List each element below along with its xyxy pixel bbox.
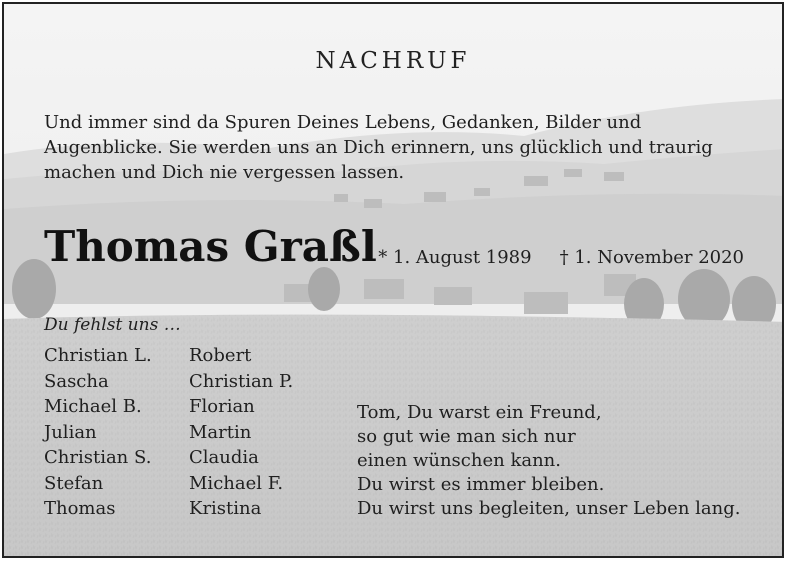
poem-line: Tom, Du warst ein Freund, — [357, 402, 602, 423]
poem — [357, 401, 740, 521]
mourner-name: Robert — [189, 345, 252, 366]
deceased-name: Thomas Graßl — [44, 222, 377, 271]
mourners-column-2 — [189, 343, 293, 522]
mourners-column-1 — [44, 343, 152, 522]
mourner-name: Michael B. — [44, 396, 142, 417]
mourner-name: Michael F. — [189, 472, 284, 494]
missed-label: Du fehlst uns … — [44, 315, 181, 335]
mourner-name: Stefan — [44, 472, 104, 494]
mourner-name: Julian — [44, 421, 97, 443]
mourner-name: Thomas — [44, 498, 116, 519]
mourner-name: Sascha — [44, 370, 109, 392]
poem-line: Du wirst es immer bleiben. — [357, 474, 605, 495]
poem-line: Du wirst uns begleiten, unser Leben lang. — [357, 498, 741, 519]
life-dates — [378, 247, 744, 268]
obituary-content — [4, 4, 782, 556]
mourner-name: Martin — [189, 421, 252, 443]
mourner-name: Florian — [189, 396, 255, 417]
death-date: † 1. November 2020 — [559, 247, 744, 268]
poem-line: einen wünschen kann. — [357, 450, 561, 471]
mourner-name: Christian S. — [44, 447, 152, 468]
mourner-name: Christian L. — [44, 345, 152, 366]
obituary-card — [2, 2, 784, 558]
mourner-name: Christian P. — [189, 370, 294, 392]
poem-line: so gut wie man sich nur — [357, 426, 576, 447]
birth-date: * 1. August 1989 — [378, 247, 532, 268]
intro-text: Und immer sind da Spuren Deines Lebens, Gedanken, Bilder und Augenblicke. Sie werden uns an Dich erinnern, uns glücklich und traurig machen und Dich nie vergessen lassen. — [44, 112, 713, 183]
heading: NACHRUF — [315, 48, 471, 74]
mourner-name: Kristina — [189, 498, 262, 519]
mourner-name: Claudia — [189, 447, 259, 468]
